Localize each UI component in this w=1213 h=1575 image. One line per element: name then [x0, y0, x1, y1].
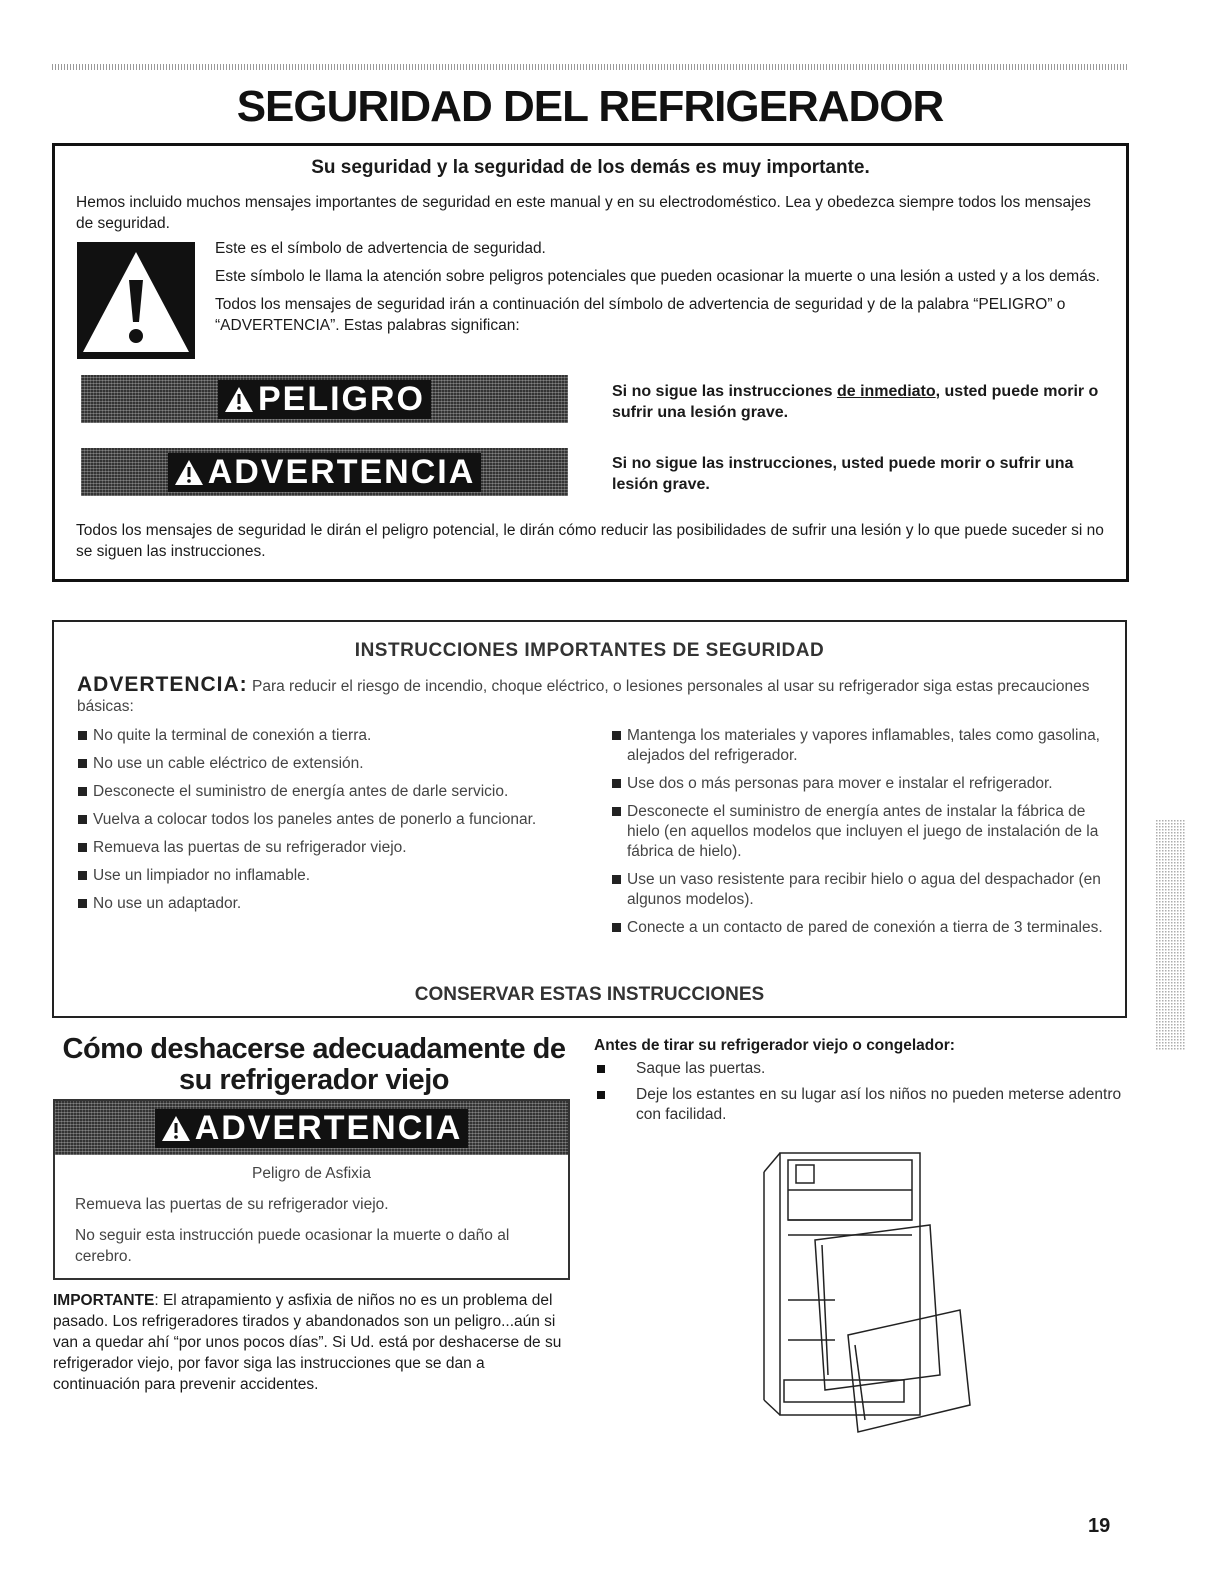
safety-box	[52, 143, 1129, 582]
peligro-desc-emphasis: de inmediato	[836, 383, 936, 400]
asphyxia-warning-box	[53, 1099, 570, 1280]
list-item-text: Use un vaso resistente para recibir hielo o agua del despachador (en algunos modelos).	[627, 871, 1101, 908]
importante-label: IMPORTANTE	[53, 1292, 155, 1309]
bullet-icon	[78, 871, 87, 880]
warning-triangle-icon	[161, 1115, 191, 1142]
warning-triangle-icon	[224, 386, 254, 413]
list-item	[611, 726, 1111, 766]
precautions-left	[77, 726, 597, 922]
peligro-signal-word	[218, 380, 431, 419]
list-item	[77, 866, 597, 886]
symbol-line: Este símbolo le llama la atención sobre peligros potenciales que pueden ocasionar la muerte o una lesión a usted y a los demás.	[215, 268, 1100, 285]
header-rule	[52, 64, 1127, 70]
peligro-description	[612, 381, 1112, 423]
conserve-instructions: CONSERVAR ESTAS INSTRUCCIONES	[414, 984, 765, 1005]
symbol-line: Este es el símbolo de advertencia de seguridad.	[215, 240, 546, 257]
hazard-line: No seguir esta instrucción puede ocasionar la muerte o daño al cerebro.	[75, 1227, 510, 1265]
advertencia-description: Si no sigue las instrucciones, usted puede morir o sufrir una lesión grave.	[612, 455, 1074, 493]
bullet-icon	[612, 875, 621, 884]
bullet-icon	[78, 731, 87, 740]
disposal-title-line: Cómo deshacerse adecuadamente de	[62, 1033, 566, 1065]
importante-paragraph	[53, 1290, 568, 1395]
advertencia-signal-word	[155, 1109, 469, 1148]
symbol-explanation	[215, 238, 1115, 343]
language-tab-espanol	[1150, 820, 1190, 1050]
list-item	[594, 1059, 1124, 1079]
advertencia-signal-bar	[81, 448, 568, 496]
warning-triangle-icon	[174, 459, 204, 486]
before-disposal-list	[594, 1059, 1124, 1131]
symbol-line: Todos los mensajes de seguridad irán a continuación del símbolo de advertencia de seguridad y de la palabra “PELIGRO” o “ADVERTENCIA”. Estas palabras significan:	[215, 296, 1066, 334]
peligro-signal-bar	[81, 375, 568, 423]
list-item-text: No use un cable eléctrico de extensión.	[93, 755, 364, 772]
bullet-icon	[78, 787, 87, 796]
advertencia-signal-word	[168, 453, 482, 492]
list-item	[77, 838, 597, 858]
list-item	[77, 810, 597, 830]
hazard-title: Peligro de Asfixia	[252, 1165, 371, 1182]
refrigerator-illustration	[760, 1150, 975, 1435]
list-item-text: Saque las puertas.	[636, 1060, 766, 1077]
page-number: 19	[1088, 1515, 1111, 1537]
bullet-icon	[78, 899, 87, 908]
list-item	[77, 894, 597, 914]
hazard-line: Remueva las puertas de su refrigerador viejo.	[75, 1196, 389, 1213]
list-item-text: Deje los estantes en su lugar así los niños no pueden meterse adentro con facilidad.	[636, 1086, 1122, 1123]
list-item	[611, 802, 1111, 862]
list-item-text: Desconecte el suministro de energía antes de darle servicio.	[93, 783, 509, 800]
bullet-icon	[612, 779, 621, 788]
instructions-warning	[77, 675, 1107, 717]
safety-intro: Hemos incluido muchos mensajes importantes de seguridad en este manual y en su electrodoméstico. Lea y obedezca siempre todos los mensajes de seguridad.	[76, 194, 1091, 232]
advertencia-signal-bar	[55, 1101, 568, 1155]
bullet-icon	[597, 1065, 605, 1073]
list-item-text: Desconecte el suministro de energía antes de instalar la fábrica de hielo (en aquellos modelos que incluyen el juego de instalación de la fábrica de hielo).	[627, 803, 1099, 860]
asphyxia-text	[55, 1163, 568, 1277]
list-item	[77, 754, 597, 774]
page-title: SEGURIDAD DEL REFRIGERADOR	[236, 82, 944, 131]
list-item-text: Remueva las puertas de su refrigerador viejo.	[93, 839, 407, 856]
disposal-title	[56, 1034, 572, 1096]
bullet-icon	[78, 843, 87, 852]
safety-heading: Su seguridad y la seguridad de los demás es muy importante.	[311, 157, 870, 178]
list-item	[611, 870, 1111, 910]
warning-text: Para reducir el riesgo de incendio, choque eléctrico, o lesiones personales al usar su refrigerador siga estas precauciones básicas:	[77, 678, 1090, 715]
instructions-heading: INSTRUCCIONES IMPORTANTES DE SEGURIDAD	[354, 640, 825, 661]
peligro-label: PELIGRO	[257, 379, 426, 418]
warning-triangle-icon	[77, 242, 195, 359]
list-item	[594, 1085, 1124, 1125]
bullet-icon	[612, 807, 621, 816]
list-item-text: Conecte a un contacto de pared de conexión a tierra de 3 terminales.	[627, 919, 1103, 936]
bullet-icon	[597, 1091, 605, 1099]
advertencia-label: ADVERTENCIA	[207, 452, 476, 491]
precautions-right	[611, 726, 1111, 946]
advertencia-label: ADVERTENCIA	[194, 1108, 463, 1147]
list-item	[77, 726, 597, 746]
disposal-title-line: su refrigerador viejo	[179, 1064, 449, 1096]
list-item	[611, 774, 1111, 794]
warning-label: ADVERTENCIA:	[77, 673, 248, 696]
importante-text: : El atrapamiento y asfixia de niños no es un problema del pasado. Los refrigeradores tirados y abandonados son un peligro...aún si van a quedar ahí “por unos pocos días”. Si Ud. está por deshacerse de su refrigerador viejo, por favor siga las instrucciones que se dan a continuación para prevenir accidentes.	[53, 1292, 562, 1393]
bullet-icon	[612, 731, 621, 740]
safety-footer: Todos los mensajes de seguridad le dirán el peligro potencial, le dirán cómo reducir las posibilidades de sufrir una lesión y lo que puede suceder si no se siguen las instrucciones.	[76, 522, 1104, 560]
peligro-desc-end: , usted puede morir o sufrir una lesión grave.	[612, 383, 1099, 421]
list-item-text: No use un adaptador.	[93, 895, 242, 912]
before-disposal-title: Antes de tirar su refrigerador viejo o congelador:	[594, 1037, 955, 1054]
bullet-icon	[78, 759, 87, 768]
peligro-desc-start: Si no sigue las instrucciones	[612, 383, 837, 400]
list-item	[77, 782, 597, 802]
bullet-icon	[78, 815, 87, 824]
list-item-text: Mantenga los materiales y vapores inflamables, tales como gasolina, alejados del refrigerador.	[627, 727, 1100, 764]
list-item-text: Vuelva a colocar todos los paneles antes de ponerlo a funcionar.	[93, 811, 537, 828]
instructions-box	[52, 620, 1127, 1018]
list-item	[611, 918, 1111, 938]
list-item-text: Use un limpiador no inflamable.	[93, 867, 311, 884]
bullet-icon	[612, 923, 621, 932]
list-item-text: Use dos o más personas para mover e instalar el refrigerador.	[627, 775, 1053, 792]
list-item-text: No quite la terminal de conexión a tierra.	[93, 727, 372, 744]
